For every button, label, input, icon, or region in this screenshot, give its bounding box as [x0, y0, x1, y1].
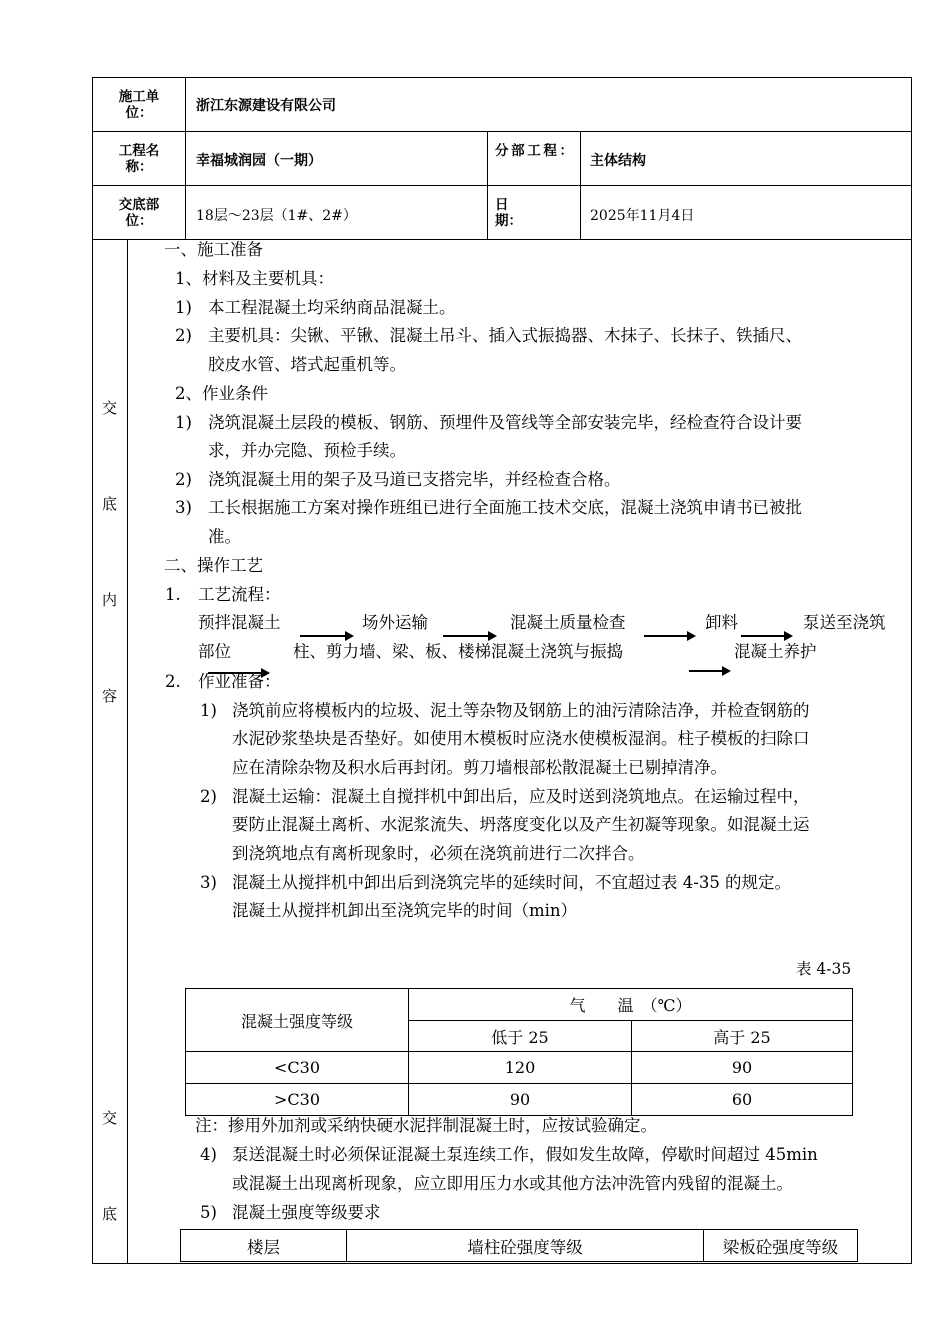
subsection-heading: 2、作业条件	[175, 384, 268, 403]
item-text: 应在清除杂物及积水后再封闭。剪刀墙根部松散混凝土已剔掉清净。	[232, 758, 727, 777]
cell-grade: >C30	[186, 1084, 409, 1116]
item-text: 混凝土强度等级要求	[232, 1203, 381, 1222]
header-temperature: 气 温 （℃）	[409, 989, 853, 1021]
item-number: 3)	[175, 498, 192, 517]
item-number: 1)	[175, 413, 192, 432]
strength-table	[180, 1229, 858, 1262]
subsection-heading: 1、材料及主要机具：	[175, 269, 334, 288]
date-value: 2025年11月4日	[590, 208, 695, 224]
flow-step: 卸料	[705, 613, 738, 632]
header-beam-slab-grade: 梁板砼强度等级	[704, 1230, 858, 1262]
flow-step: 预拌混凝土	[198, 613, 281, 632]
unit-value: 浙江东源建设有限公司	[196, 98, 336, 114]
division-value: 主体结构	[590, 153, 646, 169]
cell-below-25: 90	[409, 1084, 632, 1116]
row-divider	[92, 185, 912, 186]
cell-above-25: 90	[632, 1052, 853, 1084]
item-text: 混凝土从搅拌机中卸出后到浇筑完毕的延续时间，不宜超过表 4-35 的规定。	[232, 873, 792, 892]
item-number: 2)	[175, 470, 192, 489]
side-char: 交	[101, 1109, 117, 1127]
item-text: 求，并办完隐、预检手续。	[208, 441, 406, 460]
item-text: 混凝土运输：混凝土自搅拌机中卸出后，应及时送到浇筑地点。在运输过程中，	[232, 787, 810, 806]
item-number: 2.	[165, 672, 181, 691]
flow-step: 柱、剪力墙、梁、板、楼梯混凝土浇筑与振捣	[293, 642, 623, 661]
item-text: 准。	[208, 527, 241, 546]
side-col-divider	[127, 239, 128, 1264]
flow-step: 场外运输	[362, 613, 428, 632]
item-number: 4)	[200, 1145, 217, 1164]
item-text: 要防止混凝土离析、水泥浆流失、坍落度变化以及产生初凝等现象。如混凝土运	[232, 815, 810, 834]
col-divider	[580, 131, 581, 239]
project-label: 工程名称：	[118, 143, 160, 175]
item-text: 胶皮水管、塔式起重机等。	[208, 355, 406, 374]
col-divider	[487, 131, 488, 239]
date-label: 日期：	[495, 197, 522, 229]
side-char: 底	[101, 495, 117, 513]
item-text: 或混凝土出现离析现象，应立即用压力水或其他方法冲洗管内残留的混凝土。	[232, 1174, 793, 1193]
division-label: 分部工程：	[495, 143, 573, 159]
unit-label: 施工单位：	[118, 89, 160, 121]
table-row	[186, 1084, 853, 1116]
item-text: 工艺流程：	[198, 585, 281, 604]
flow-arrow	[741, 635, 791, 637]
flow-arrow	[443, 635, 495, 637]
cell-above-25: 60	[632, 1084, 853, 1116]
cell-below-25: 120	[409, 1052, 632, 1084]
flow-arrow	[300, 635, 352, 637]
item-number: 3)	[200, 873, 217, 892]
side-char: 容	[101, 687, 117, 705]
section-heading: 二、操作工艺	[164, 556, 263, 575]
item-number: 5)	[200, 1203, 217, 1222]
item-number: 1)	[175, 298, 192, 317]
item-text: 主要机具：尖锹、平锹、混凝土吊斗、插入式振捣器、木抹子、长抹子、铁插尺、	[208, 326, 802, 345]
flow-step: 混凝土质量检查	[510, 613, 626, 632]
cell-grade: <C30	[186, 1052, 409, 1084]
table-note: 注：掺用外加剂或采纳快硬水泥拌制混凝土时，应按试验确定。	[195, 1116, 657, 1135]
side-char: 底	[101, 1205, 117, 1223]
flow-step: 部位	[198, 642, 231, 661]
flow-step: 混凝土养护	[734, 642, 817, 661]
item-text: 浇筑混凝土层段的模板、钢筋、预埋件及管线等全部安装完毕，经检查符合设计要	[208, 413, 802, 432]
flow-arrow	[689, 670, 729, 672]
header-above-25: 高于 25	[632, 1021, 853, 1052]
item-text: 浇筑前应将模板内的垃圾、泥土等杂物及钢筋上的油污清除洁净，并检查钢筋的	[232, 701, 810, 720]
item-text: 到浇筑地点有离析现象时，必须在浇筑前进行二次拌合。	[232, 844, 645, 863]
table-number: 表 4-35	[796, 960, 852, 978]
item-number: 1.	[165, 585, 181, 604]
item-text: 工长根据施工方案对操作班组已进行全面施工技术交底，混凝土浇筑申请书已被批	[208, 498, 802, 517]
item-text: 浇筑混凝土用的架子及马道已支搭完毕，并经检查合格。	[208, 470, 621, 489]
row-divider	[92, 131, 912, 132]
item-text: 本工程混凝土均采纳商品混凝土。	[208, 298, 456, 317]
flow-step: 泵送至浇筑	[803, 613, 886, 632]
flow-arrow	[644, 635, 694, 637]
item-number: 1)	[200, 701, 217, 720]
table-row	[186, 1052, 853, 1084]
item-text: 泵送混凝土时必须保证混凝土泵连续工作，假如发生故障，停歇时间超过 45min	[232, 1145, 818, 1164]
part-label: 交底部位：	[118, 197, 160, 229]
item-text: 水泥砂浆垫块是否垫好。如使用木模板时应浇水使模板湿润。柱子模板的扫除口	[232, 729, 810, 748]
header-below-25: 低于 25	[409, 1021, 632, 1052]
time-limit-table	[185, 988, 853, 1116]
part-value: 18层～23层（1#、2#）	[196, 208, 357, 224]
header-wall-column-grade: 墙柱砼强度等级	[347, 1230, 704, 1262]
item-number: 2)	[175, 326, 192, 345]
item-number: 2)	[200, 787, 217, 806]
header-floor: 楼层	[181, 1230, 347, 1262]
side-char: 交	[101, 399, 117, 417]
item-text: 作业准备：	[198, 672, 281, 691]
section-heading: 一、施工准备	[164, 240, 263, 259]
side-char: 内	[101, 591, 117, 609]
header-grade: 混凝土强度等级	[186, 989, 409, 1052]
project-value: 幸福城润园（一期）	[196, 153, 322, 169]
item-text: 混凝土从搅拌机卸出至浇筑完毕的时间（min）	[232, 901, 578, 920]
col-divider	[185, 77, 186, 239]
